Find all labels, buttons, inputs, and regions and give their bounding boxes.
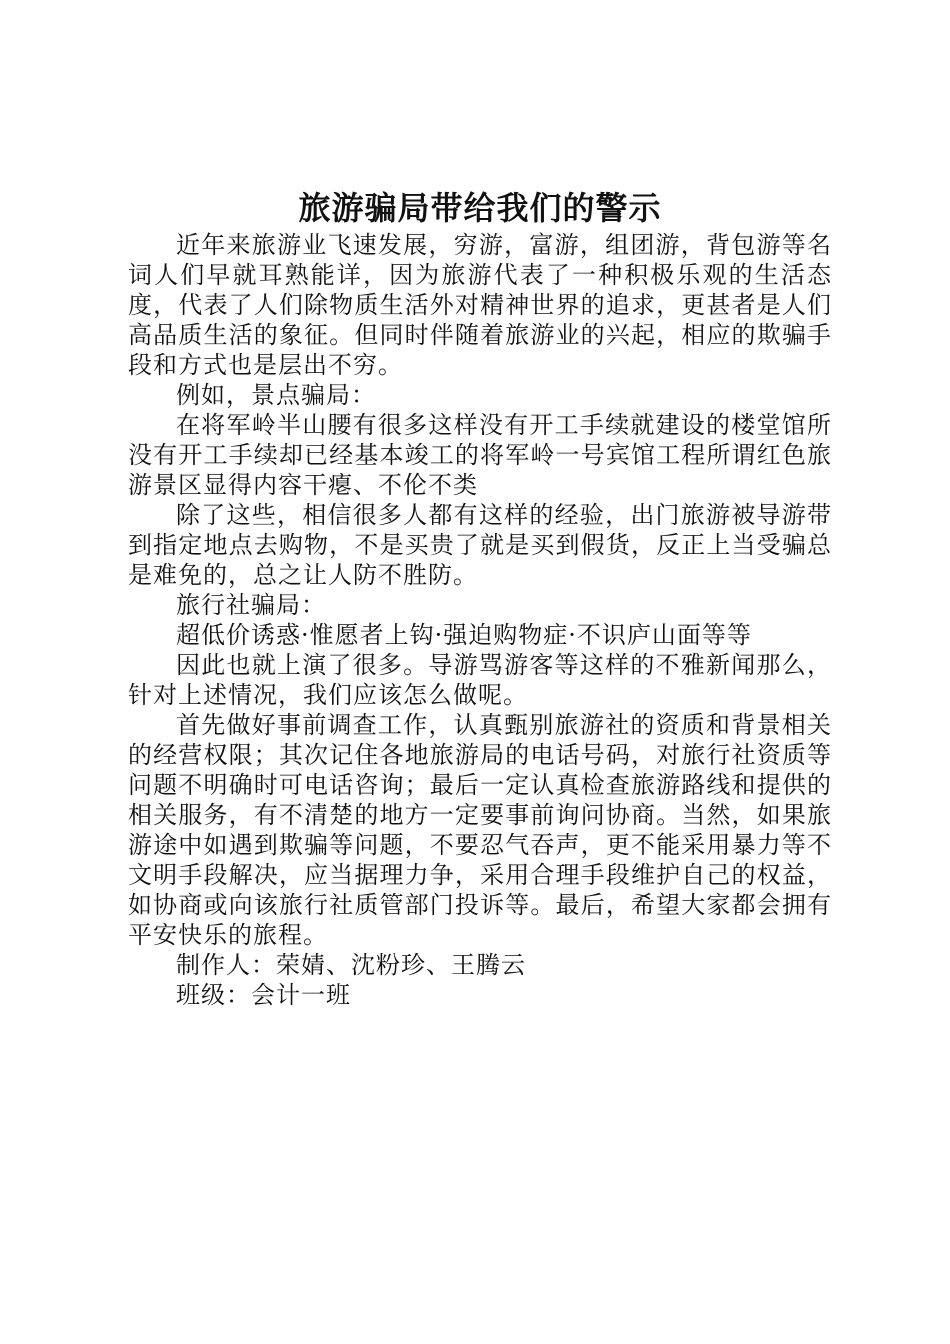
paragraph-advice: 首先做好事前调查工作，认真甄别旅游社的资质和背景相关的经营权限；其次记住各地旅游局的电话号码，对旅行社资质等问题不明确时可电话咨询；最后一定认真检查旅游路线和提供的相关服务，有不清楚的地方一定要事前询问协商。当然，如果旅游途中如遇到欺骗等问题，不要忍气吞声，更不能采用暴力等不文明手段解决，应当据理力争，采用合理手段维护自己的权益，如协商或向该旅行社质管部门投诉等。最后，希望大家都会拥有平安快乐的旅程。 <box>128 711 832 949</box>
paragraph-scenic-scam-heading: 例如，景点骗局： <box>176 381 376 409</box>
paragraph-scam-list: 超低价诱惑·惟愿者上钩·强迫购物症·不识庐山面等等 <box>176 621 752 649</box>
paragraph-authors: 制作人：荣婧、沈粉珍、王腾云 <box>176 951 526 979</box>
paragraph-news: 因此也就上演了很多。导游骂游客等这样的不雅新闻那么，针对上述情况，我们应该怎么做呢。 <box>128 651 832 709</box>
document-body <box>128 186 832 1010</box>
document-title: 旅游骗局带给我们的警示 <box>298 189 662 227</box>
paragraph-class: 班级：会计一班 <box>176 981 351 1009</box>
paragraph-intro: 近年来旅游业飞速发展，穷游，富游，组团游，背包游等名词人们早就耳熟能详，因为旅游代表了一种积极乐观的生活态度，代表了人们除物质生活外对精神世界的追求，更甚者是人们高品质生活的象征。但同时伴随着旅游业的兴起，相应的欺骗手段和方式也是层出不穷。 <box>128 231 832 379</box>
paragraph-shopping: 除了这些，相信很多人都有这样的经验，出门旅游被导游带到指定地点去购物，不是买贵了就是买到假货，反正上当受骗总是难免的，总之让人防不胜防。 <box>128 501 832 589</box>
paragraph-jiangjunling: 在将军岭半山腰有很多这样没有开工手续就建设的楼堂馆所没有开工手续却已经基本竣工的将军岭一号宾馆工程所谓红色旅游景区显得内容干瘪、不伦不类 <box>128 411 832 499</box>
paragraph-agency-scam-heading: 旅行社骗局： <box>176 591 326 619</box>
